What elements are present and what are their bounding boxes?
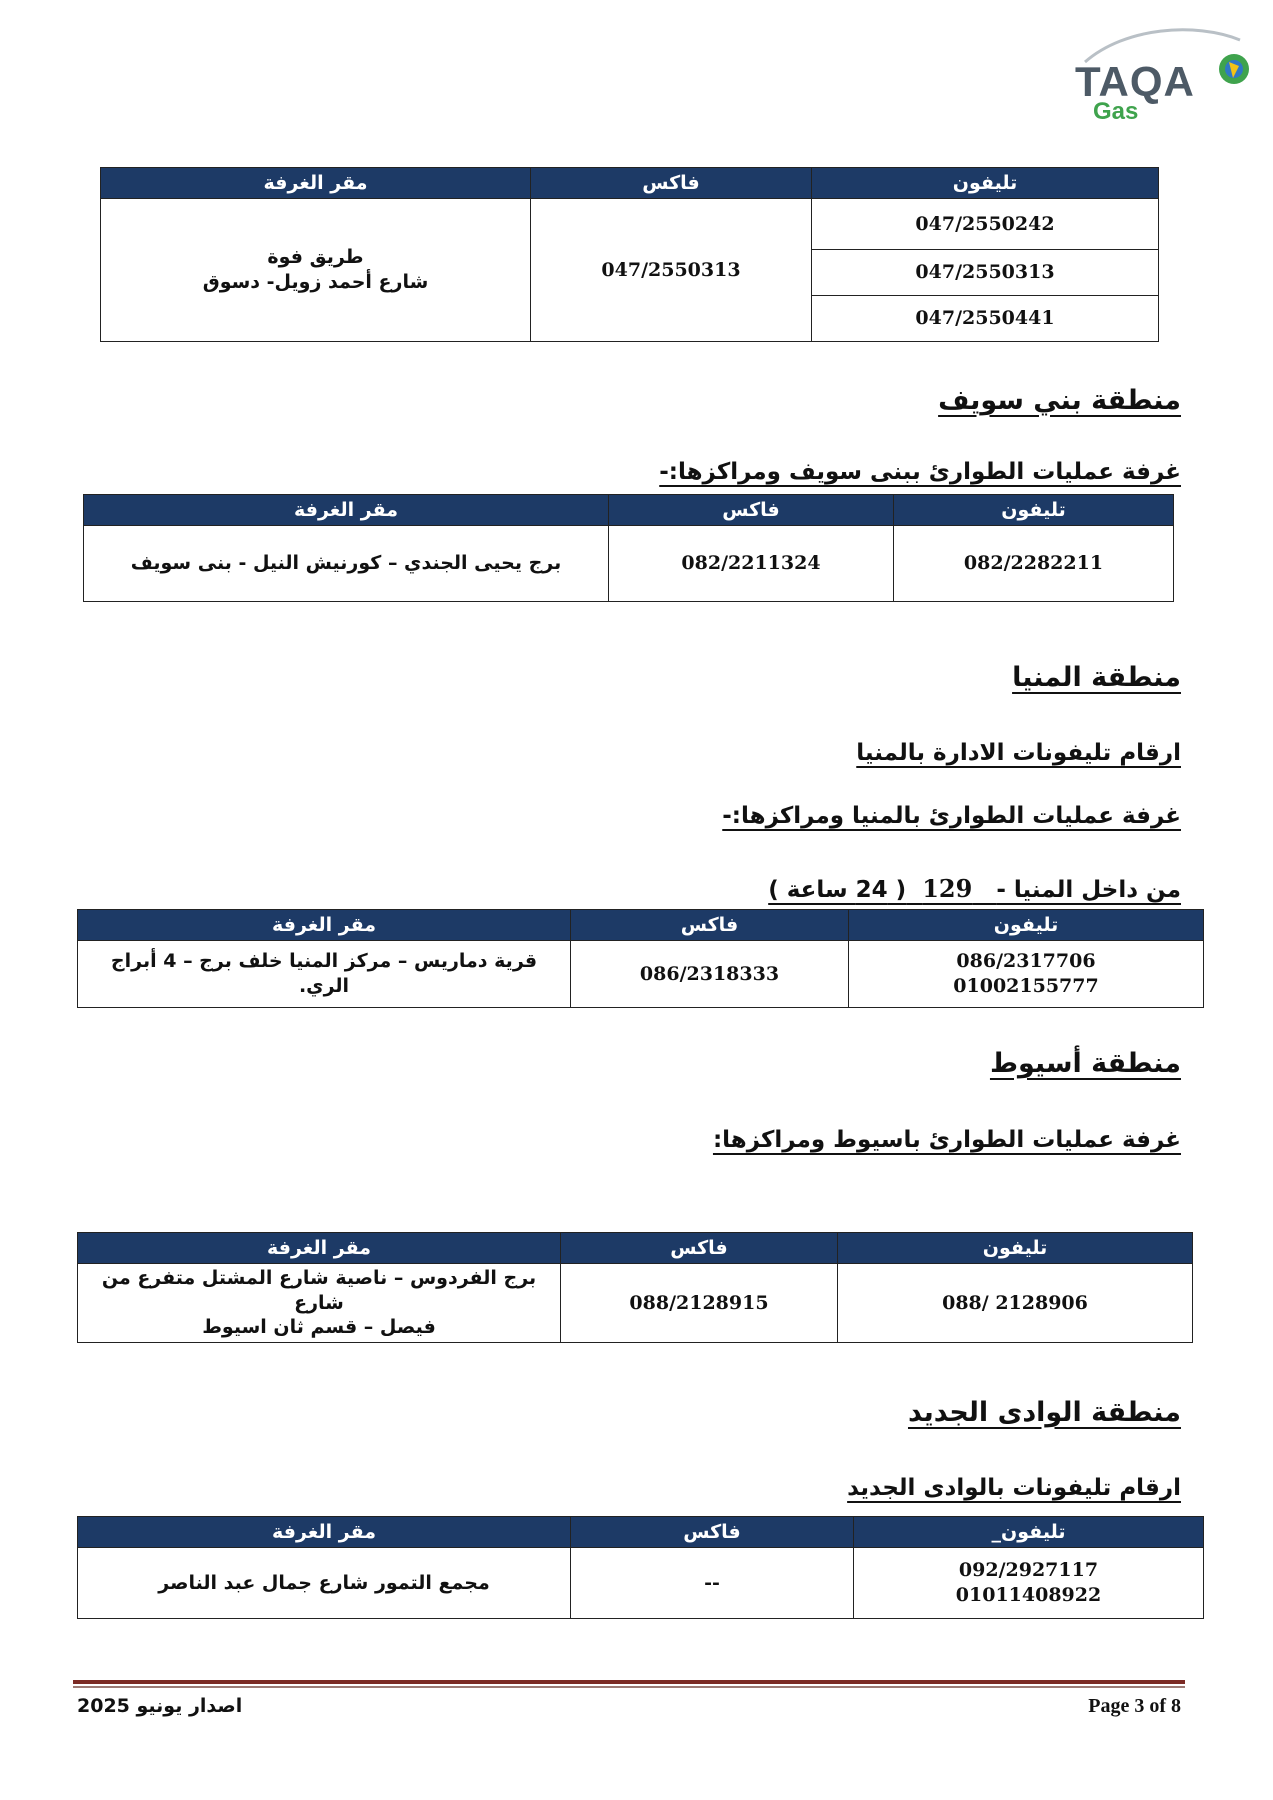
phone-value: 01002155777 [953,975,1099,997]
region-heading-new-valley: منطقة الوادى الجديد [907,1397,1181,1428]
header-phone: تليفون [838,1233,1193,1264]
table-new-valley [77,1516,1204,1619]
hotline-prefix: من داخل المنيا - [996,877,1181,903]
header-location: مقر الغرفة [78,910,571,941]
phone-value: 01011408922 [955,1584,1102,1606]
header-location: مقر الغرفة [84,495,609,526]
phone-value: 086/2317706 [956,950,1096,973]
header-location: مقر الغرفة [78,1233,561,1264]
phone-cell [854,1548,1204,1619]
fax-value: 086/2318333 [639,962,780,985]
phone-value: 092/2927117 [958,1559,1099,1582]
header-fax: فاكس [571,910,849,941]
header-fax: فاكس [561,1233,838,1264]
phone-cell [849,941,1204,1008]
location-line: برج الفردوس – ناصية شارع المشتل متفرع من شارع [101,1266,537,1314]
location-cell: مجمع التمور شارع جمال عبد الناصر [78,1548,571,1619]
taqa-gas-logo [1075,22,1255,125]
table-header-row [78,1517,1204,1548]
table-header-row [78,910,1204,941]
table-row [84,526,1174,602]
phone-cell [838,1264,1193,1343]
header-phone: تليفون [849,910,1204,941]
location-line: طريق فوة [267,246,364,269]
hotline-hours: ( 24 ساعة ) [768,877,907,903]
phone-cell [812,250,1159,296]
admin-heading-minya: ارقام تليفونات الادارة بالمنيا [856,740,1181,766]
room-heading-minya: غرفة عمليات الطوارئ بالمنيا ومراكزها:- [722,803,1181,829]
table-header-row [101,168,1159,199]
table-assiut [77,1232,1193,1343]
location-cell: قرية دماريس – مركز المنيا خلف برج – 4 أبراج الري. [78,941,571,1008]
hotline-line-minya [768,874,1181,903]
region-heading-assiut: منطقة أسيوط [989,1048,1181,1079]
fax-cell [571,941,849,1008]
table-minya [77,909,1204,1008]
fax-value: 047/2550313 [601,258,741,281]
phone-value: 047/2550242 [915,212,1055,235]
location-line: فيصل – قسم ثان اسيوط [202,1316,436,1339]
globe-icon [1217,52,1251,86]
table-row [78,1264,1193,1343]
fax-cell [561,1264,838,1343]
hotline-number: 129 [922,874,973,903]
location-cell [78,1264,561,1343]
fax-cell [609,526,894,602]
location-line: شارع أحمد زويل- دسوق [202,271,429,293]
phone-value: 088/ 2128906 [942,1291,1088,1314]
header-phone: تليفون [894,495,1174,526]
logo-wordmark: TAQA [1075,58,1195,105]
table-beni-suef [83,494,1174,602]
header-phone: تليفون [812,168,1159,199]
header-location: مقر الغرفة [101,168,531,199]
fax-value: 082/2211324 [681,552,821,575]
table-row [78,1548,1204,1619]
table-row [101,199,1159,250]
phone-value: 047/2550441 [915,307,1055,330]
phone-cell [812,296,1159,342]
table-row [78,941,1204,1008]
header-fax: فاكس [571,1517,854,1548]
page-number: Page 3 of 8 [1088,1695,1181,1717]
header-location: مقر الغرفة [78,1517,571,1548]
region-heading-beni-suef: منطقة بني سويف [938,385,1181,416]
fax-value: 088/2128915 [629,1291,769,1314]
fax-cell: -- [571,1548,854,1619]
phone-value: 047/2550313 [915,261,1055,284]
fax-cell [531,199,812,342]
phone-cell [812,199,1159,250]
edition-label: اصدار يونيو 2025 [77,1695,243,1717]
header-fax: فاكس [609,495,894,526]
header-fax: فاكس [531,168,812,199]
footer-rule-thin [73,1686,1185,1688]
location-cell: برج يحيى الجندي – كورنيش النيل - بنى سويف [84,526,609,602]
header-phone: تليفون_ [854,1517,1204,1548]
footer-rule [73,1680,1185,1684]
room-heading-assiut: غرفة عمليات الطوارئ باسيوط ومراكزها: [712,1127,1181,1153]
table-header-row [84,495,1174,526]
table-header-row [78,1233,1193,1264]
phone-value: 082/2282211 [963,552,1104,575]
table-dessouk [100,167,1159,342]
room-heading-beni-suef: غرفة عمليات الطوارئ ببنى سويف ومراكزها:- [659,459,1181,485]
phone-cell [894,526,1174,602]
location-cell [101,199,531,342]
region-heading-minya: منطقة المنيا [1012,662,1181,693]
phones-heading-new-valley: ارقام تليفونات بالوادى الجديد [847,1475,1181,1501]
logo-subtitle: Gas [1093,98,1139,125]
